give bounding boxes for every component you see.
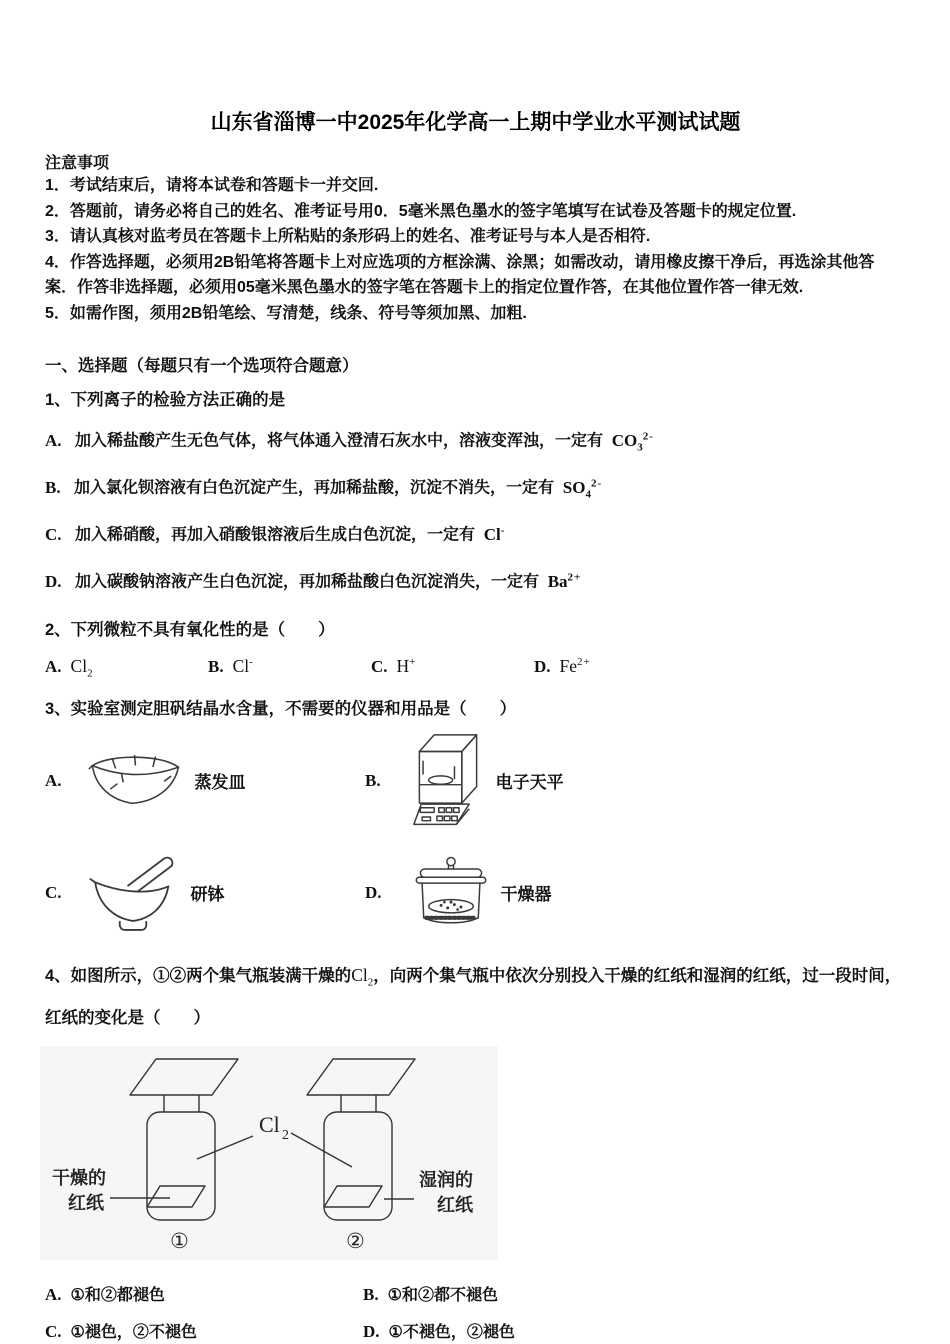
q4-options-row-1 xyxy=(45,1282,906,1305)
electronic-balance-icon xyxy=(412,729,484,833)
option-letter: D. xyxy=(365,882,382,902)
chem-formula: $Cl_2$ xyxy=(351,964,374,989)
option-letter: D. xyxy=(534,657,551,677)
option-text: ①和②都褪色 xyxy=(70,1287,165,1305)
q1-option-d xyxy=(45,566,906,600)
evaporating-dish-icon xyxy=(87,749,183,813)
notice-item: 2．答题前，请务必将自己的姓名、准考证号用0．5毫米黑色墨水的签字笔填写在试卷及答题卡的规定位置. xyxy=(45,202,797,220)
option-text: 加入稀硝酸，再加入硝酸银溶液后生成白色沉淀，一定有 xyxy=(74,526,475,544)
q1-option-c xyxy=(45,519,906,553)
q2-option-c xyxy=(371,656,534,680)
right-paper-label: 红纸 xyxy=(437,1195,473,1216)
left-paper-label: 干燥的 xyxy=(52,1168,106,1189)
desiccator-icon xyxy=(413,854,489,932)
notice-item: 3．请认真核对监考员在答题卡上所粘贴的条形码上的姓名、准考证号与本人是否相符. xyxy=(45,228,651,245)
option-letter: C. xyxy=(45,1322,62,1342)
option-letter: B. xyxy=(363,1285,379,1305)
chem-formula: $SO_4^{2-}$ xyxy=(562,477,603,501)
q3-option-c xyxy=(45,851,365,935)
chem-formula: Cl- xyxy=(232,656,254,677)
notice-item: 1．考试结束后，请将本试卷和答题卡一并交回. xyxy=(45,177,379,194)
q2-option-b xyxy=(208,656,371,680)
gas-label: Cl xyxy=(259,1112,280,1138)
notice-heading: 注意事项 xyxy=(45,155,110,172)
option-letter: B. xyxy=(45,477,61,497)
option-letter: C. xyxy=(45,882,62,902)
q2-option-d xyxy=(534,656,697,680)
section-heading: 一、选择题（每题只有一个选项符合题意） xyxy=(45,357,359,375)
chem-formula: Cl- xyxy=(483,524,506,544)
option-letter: C. xyxy=(371,657,388,677)
question-2-stem: 2、下列微粒不具有氧化性的是（ ） xyxy=(45,621,335,640)
option-letter: B. xyxy=(208,657,224,677)
option-text: 加入稀盐酸产生无色气体，将气体通入澄清石灰水中，溶液变浑浊，一定有 xyxy=(74,432,603,450)
option-text: 加入碳酸钠溶液产生白色沉淀，再加稀盐酸白色沉淀消失，一定有 xyxy=(74,573,539,591)
option-letter: A. xyxy=(45,657,62,677)
chem-formula: H+ xyxy=(396,656,417,677)
notice-item: 4．作答选择题，必须用2B铅笔将答题卡上对应选项的方框涂满、涂黑；如需改动，请用橡皮擦干净后，再选涂其他答案．作答非选择题，必须用05毫米黑色墨水的签字笔在答题卡上的指定位置作答，在其他位置作答一律无效. xyxy=(45,253,875,296)
option-text: 加入氯化钡溶液有白色沉淀产生，再加稀盐酸，沉淀不消失，一定有 xyxy=(74,479,555,497)
page-title: 山东省淄博一中2025年化学高一上期中学业水平测试试题 xyxy=(210,111,741,134)
option-letter: A. xyxy=(45,770,62,790)
right-paper-label: 湿润的 xyxy=(419,1170,473,1191)
instrument-name: 研钵 xyxy=(190,885,225,905)
bottle-1-tag: ① xyxy=(170,1230,189,1254)
q1-option-a xyxy=(45,425,906,459)
q2-option-a xyxy=(45,656,208,680)
chem-formula: $Cl_2$ xyxy=(70,656,93,680)
mortar-pestle-icon xyxy=(87,851,179,935)
question-4-stem xyxy=(45,957,906,1037)
option-letter: D. xyxy=(45,571,62,591)
question-1-stem: 1、下列离子的检验方法正确的是 xyxy=(45,391,286,409)
q4-options-row-2 xyxy=(45,1319,906,1342)
option-letter: C. xyxy=(45,524,62,544)
stem-text: ，向两个集气瓶中依次分别投入干燥的红纸和湿润的红纸，过一段时间，红纸的变化是（ ） xyxy=(45,966,902,1028)
question-3-stem: 3、实验室测定胆矾结晶水含量，不需要的仪器和用品是（ ） xyxy=(45,699,517,718)
q3-row-1 xyxy=(45,725,906,837)
bottle-2-tag: ② xyxy=(346,1230,365,1254)
notice-section xyxy=(45,150,906,326)
q3-option-b xyxy=(365,729,685,833)
option-text: ①和②都不褪色 xyxy=(387,1287,498,1305)
option-letter: A. xyxy=(45,1285,62,1305)
instrument-name: 蒸发皿 xyxy=(194,773,246,793)
chem-formula: $CO_3^{2-}$ xyxy=(611,430,654,454)
instrument-name: 干燥器 xyxy=(500,885,552,905)
q2-options-row xyxy=(45,656,906,680)
q3-option-a xyxy=(45,749,365,813)
gas-label-subscript: 2 xyxy=(282,1128,289,1144)
q3-row-2 xyxy=(45,845,906,941)
chem-formula: $Ba^{2+}$ xyxy=(547,571,582,591)
notice-item: 5．如需作图，须用2B铅笔绘、写清楚，线条、符号等须加黑、加粗. xyxy=(45,304,527,322)
option-letter: B. xyxy=(365,770,381,790)
chem-formula: $Fe^{2+}$ xyxy=(559,656,591,677)
q4-option-c xyxy=(45,1319,363,1342)
option-letter: A. xyxy=(45,430,62,450)
q4-option-a xyxy=(45,1282,363,1305)
q4-figure xyxy=(40,1046,498,1260)
instrument-name: 电子天平 xyxy=(495,773,564,793)
option-text: ①褪色，②不褪色 xyxy=(70,1324,197,1342)
q4-option-b xyxy=(363,1282,681,1305)
stem-text: 4、如图所示，①②两个集气瓶装满干燥的 xyxy=(45,966,352,985)
option-letter: D. xyxy=(363,1322,380,1342)
q4-option-d xyxy=(363,1319,681,1342)
q3-option-d xyxy=(365,854,685,932)
left-paper-label: 红纸 xyxy=(68,1193,104,1214)
q1-option-b xyxy=(45,472,906,506)
option-text: ①不褪色，②褪色 xyxy=(388,1324,515,1342)
